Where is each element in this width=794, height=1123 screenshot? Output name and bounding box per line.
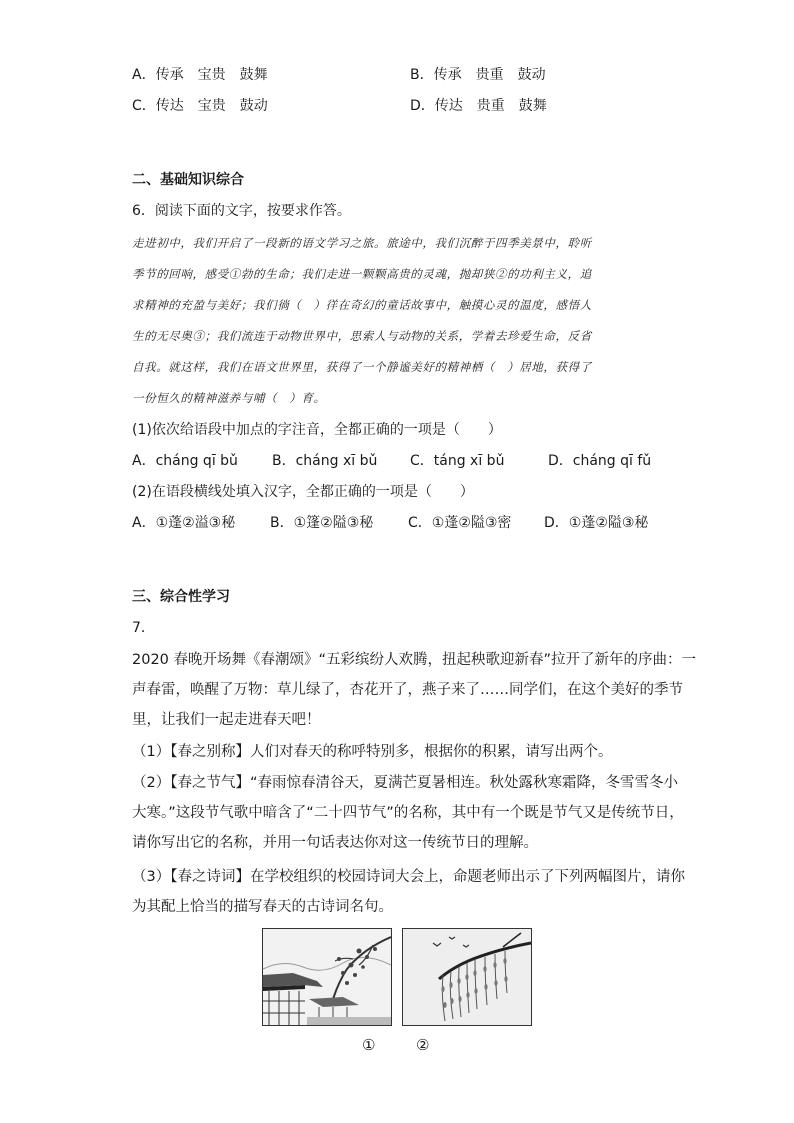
sub1-option-a: A．cháng qī bǔ	[132, 453, 238, 469]
passage-line-3: 求精神的充盈与美好；我们徜（ ）徉在奇幻的童话故事中，触摸心灵的温度，感悟人	[132, 298, 592, 312]
q5-option-c: C．传达 宝贵 鼓动	[132, 98, 268, 114]
sub1-option-b: B．cháng xī bǔ	[272, 453, 378, 469]
q7-item2-line-2: 大寒。”这段节气歌中暗含了“二十四节气”的名称，其中有一个既是节气又是传统节日，	[132, 805, 684, 821]
spring-picture-1	[262, 928, 392, 1026]
passage-line-6: 一份恒久的精神滋养与哺（ ）育。	[132, 391, 326, 405]
sub2-option-d: D．①蓬②隘③秘	[544, 515, 649, 531]
passage-line-1: 走进初中，我们开启了一段新的语文学习之旅。旅途中，我们沉醉于四季美景中，聆听	[132, 236, 592, 250]
spring-picture-2	[402, 928, 532, 1026]
eaves-blossom-illustration	[263, 929, 391, 1025]
picture-1-caption: ①	[362, 1036, 376, 1054]
sub2-option-c: C．①蓬②隘③密	[408, 515, 512, 531]
q7-item2-line-3: 请你写出它的名称，并用一句话表达你对这一传统节日的理解。	[132, 835, 538, 851]
q7-item3-line-1: （3）【春之诗词】在学校组织的校园诗词大会上，命题老师出示了下列两幅图片，请你	[132, 869, 685, 885]
q6-prompt: 6．阅读下面的文字，按要求作答。	[132, 203, 351, 219]
section2-heading: 二、基础知识综合	[132, 172, 244, 188]
willow-illustration	[403, 929, 531, 1025]
section3-heading: 三、综合性学习	[132, 589, 230, 605]
sub2-option-a: A．①蓬②溢③秘	[132, 515, 236, 531]
q7-intro-line-2: 声春雷，唤醒了万物：草儿绿了，杏花开了，燕子来了……同学们，在这个美好的季节	[132, 682, 683, 698]
q7-intro-line-1: 2020 春晚开场舞《春潮颂》“五彩缤纷人欢腾，扭起秧歌迎新春”拉开了新年的序曲：一	[132, 652, 697, 668]
q6-sub1-prompt: (1)依次给语段中加点的字注音，全都正确的一项是（ ）	[132, 422, 502, 438]
sub2-option-b: B．①篷②隘③秘	[270, 515, 374, 531]
passage-line-4: 生的无尽奥③；我们流连于动物世界中，思索人与动物的关系，学着去珍爱生命，反省	[132, 329, 592, 343]
picture-2-caption: ②	[416, 1036, 430, 1054]
q7-item2-line-1: （2）【春之节气】“春雨惊春清谷天，夏满芒夏暑相连。秋处露秋寒霜降，冬雪雪冬小	[132, 775, 678, 791]
q5-option-a: A．传承 宝贵 鼓舞	[132, 67, 268, 83]
q7-intro-line-3: 里，让我们一起走进春天吧！	[132, 712, 321, 728]
q7-item3-line-2: 为其配上恰当的描写春天的古诗词名句。	[132, 899, 393, 915]
q5-option-d: D．传达 贵重 鼓舞	[410, 98, 547, 114]
q5-option-b: B．传承 贵重 鼓动	[410, 67, 546, 83]
sub1-option-c: C．táng xī bǔ	[410, 453, 505, 469]
passage-line-2: 季节的回响，感受①勃的生命；我们走进一颗颗高贵的灵魂，抛却狭②的功利主义，追	[132, 267, 592, 281]
q6-sub2-prompt: (2)在语段横线处填入汉字，全都正确的一项是（ ）	[132, 484, 474, 500]
sub1-option-d: D．cháng qī fǔ	[548, 453, 652, 469]
q7-number: 7．	[132, 620, 155, 636]
passage-line-5: 自我。就这样，我们在语文世界里，获得了一个静谧美好的精神栖（ ）居地，获得了	[132, 360, 592, 374]
q7-item1: （1）【春之别称】人们对春天的称呼特别多，根据你的积累，请写出两个。	[132, 744, 613, 760]
